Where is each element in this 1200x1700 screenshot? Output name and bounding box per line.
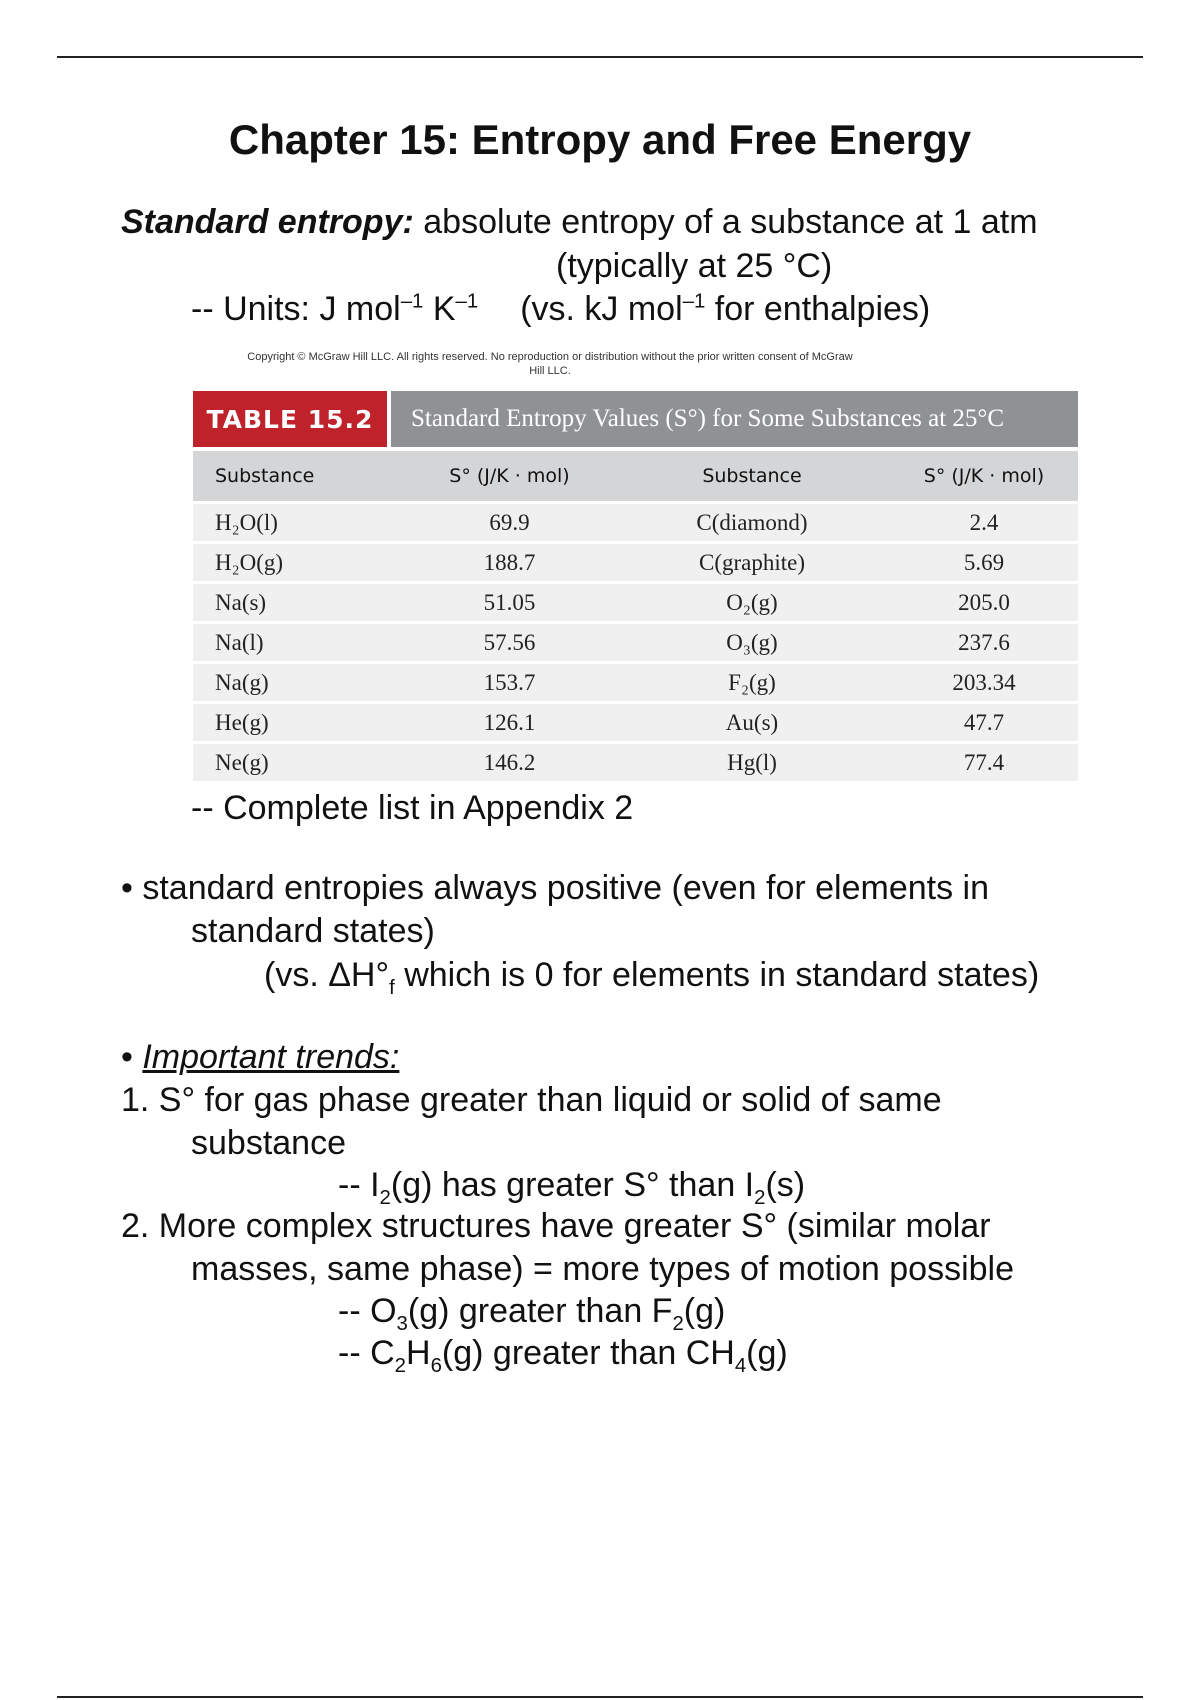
table-cell: 5.69 — [963, 549, 1005, 575]
units-line — [191, 289, 930, 329]
table-cell: H₂O(l) — [215, 509, 278, 535]
trends-heading — [121, 1037, 399, 1077]
table-cell: F₂(g) — [728, 669, 776, 695]
example-text: -- I — [338, 1166, 380, 1204]
example-text: (g) has greater S° than I — [390, 1166, 755, 1204]
example-text: (s) — [765, 1166, 806, 1204]
column-header: Substance — [215, 465, 315, 487]
top-rule — [57, 56, 1143, 58]
table-cell: C(graphite) — [698, 549, 805, 575]
column-header: S° (J/K · mol) — [449, 465, 570, 487]
example-text: (g) greater than F — [407, 1292, 673, 1330]
table-cell: Hg(l) — [727, 749, 777, 775]
units-k: K — [423, 290, 456, 328]
example-subscript: 2 — [754, 1186, 766, 1209]
table-cell: Na(l) — [215, 629, 264, 655]
definition-term: Standard entropy: — [121, 203, 414, 241]
units-sup-1: –1 — [400, 290, 424, 313]
example-subscript: 2 — [394, 1354, 406, 1377]
table-cell: 237.6 — [958, 629, 1010, 655]
table-cell: 47.7 — [963, 709, 1005, 735]
table-cell: He(g) — [215, 709, 269, 735]
table-row — [193, 744, 1078, 781]
table-cell: Au(s) — [725, 709, 779, 735]
example-subscript: 2 — [672, 1312, 684, 1335]
table-cell: Na(s) — [215, 589, 267, 615]
trend-1-example — [338, 1165, 806, 1209]
units-vs: (vs. kJ mol — [520, 290, 683, 328]
example-text: H — [406, 1334, 431, 1372]
units-prefix: -- Units: J mol — [191, 290, 401, 328]
page-title: Chapter 15: Entropy and Free Energy — [228, 116, 972, 163]
trend-2-line-2: masses, same phase) = more types of motion possible — [191, 1250, 1014, 1288]
definition-line-2: (typically at 25 °C) — [556, 247, 833, 285]
copyright-notice: Copyright © McGraw Hill LLC. All rights reserved. No reproduction or distribution without the prior written consent of McGraw Hill LLC. — [247, 351, 853, 377]
table-cell: O₃(g) — [726, 629, 778, 655]
column-header: S° (J/K · mol) — [923, 465, 1045, 487]
table-cell: 57.56 — [483, 629, 536, 655]
table-row — [193, 504, 1078, 541]
table-cell: 146.2 — [483, 749, 536, 775]
example-text: (g) — [683, 1292, 726, 1330]
table-cell: C(diamond) — [696, 509, 808, 535]
table-row — [193, 584, 1078, 621]
table-row — [193, 704, 1078, 741]
table-header-bar — [193, 391, 1078, 447]
trend-1-line-1: 1. S° for gas phase greater than liquid or solid of same — [121, 1081, 942, 1119]
table-column-headers — [193, 451, 1078, 501]
units-tail: for enthalpies) — [705, 290, 931, 328]
table-cell: 2.4 — [969, 509, 999, 535]
table-cell: Ne(g) — [215, 749, 269, 775]
bottom-rule — [57, 1696, 1143, 1698]
table-cell: 51.05 — [483, 589, 536, 615]
table-cell: 77.4 — [963, 749, 1005, 775]
appendix-note: -- Complete list in Appendix 2 — [191, 789, 634, 827]
table-row — [193, 544, 1078, 581]
example-subscript: 6 — [430, 1354, 442, 1377]
table-cell: H₂O(g) — [215, 549, 284, 575]
example-text: -- O — [338, 1292, 397, 1330]
table-cell: 188.7 — [483, 549, 536, 575]
table-cell: 153.7 — [483, 669, 536, 695]
trend-1-line-2: substance — [191, 1124, 346, 1162]
trends-heading-text: Important trends: — [142, 1038, 400, 1076]
table-cell: 69.9 — [489, 509, 530, 535]
definition-text: absolute entropy of a substance at 1 atm — [413, 203, 1038, 241]
bullet-glyph: • — [121, 1038, 143, 1076]
example-text: (g) — [746, 1334, 788, 1372]
delta-h-text: (vs. ΔH° — [264, 956, 390, 994]
table-cell: 203.34 — [952, 669, 1016, 695]
bullet-1-line-2: standard states) — [191, 912, 435, 950]
example-text: (g) greater than CH — [441, 1334, 735, 1372]
example-subscript: 4 — [734, 1354, 747, 1377]
table-cell: 205.0 — [958, 589, 1010, 615]
delta-h-subscript: f — [389, 976, 395, 999]
bullet-1-line-1: • standard entropies always positive (even for elements in — [121, 869, 990, 907]
trend-2-example-1 — [338, 1291, 726, 1335]
bullet-1-line-3 — [264, 955, 1040, 999]
example-subscript: 3 — [396, 1312, 408, 1335]
trend-2-example-2 — [338, 1333, 788, 1377]
definition-line — [121, 202, 1038, 242]
units-sup-3: –1 — [682, 290, 706, 313]
entropy-table — [193, 391, 1078, 781]
table-row — [193, 624, 1078, 661]
table-cell: Na(g) — [215, 669, 269, 695]
example-text: -- C — [338, 1334, 395, 1372]
table-cell: O₂(g) — [726, 589, 778, 615]
trend-2-line-1: 2. More complex structures have greater S° (similar molar — [121, 1207, 991, 1245]
units-sup-2: –1 — [455, 290, 479, 313]
table-label: TABLE 15.2 — [193, 391, 387, 447]
delta-h-tail: which is 0 for elements in standard states) — [394, 956, 1040, 994]
example-subscript: 2 — [379, 1186, 391, 1209]
table-row — [193, 664, 1078, 701]
table-cell: 126.1 — [483, 709, 536, 735]
table-caption: Standard Entropy Values (S°) for Some Substances at 25°C — [391, 391, 1078, 447]
column-header: Substance — [702, 465, 802, 487]
